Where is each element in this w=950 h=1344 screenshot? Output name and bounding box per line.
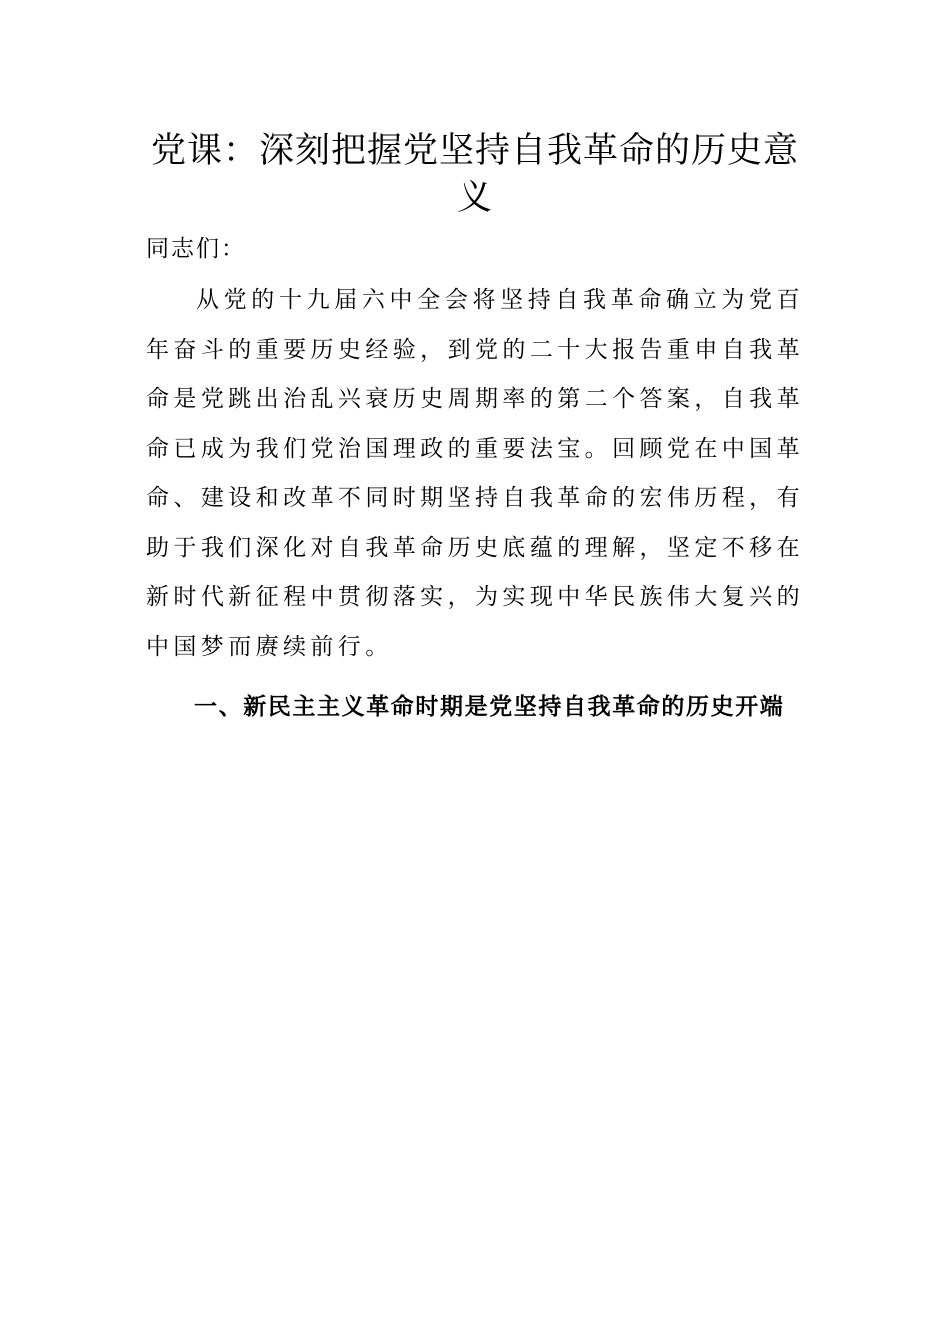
section-heading: 一、新民主主义革命时期是党坚持自我革命的历史开端 (194, 694, 785, 720)
document-title: 党课：深刻把握党坚持自我革命的历史意义 (150, 131, 799, 218)
salutation: 同志们： (146, 236, 246, 262)
document-body (146, 128, 804, 732)
intro-paragraph: 从党的十九届六中全会将坚持自我革命确立为党百年奋斗的重要历史经验，到党的二十大报告重申自我革命是党跳出治乱兴衰历史周期率的第二个答案，自我革命已成为我们党治国理政的重要法宝。回顾党在中国革命、建设和改革不同时期坚持自我革命的宏伟历程，有助于我们深化对自我革命历史底蕴的理解，坚定不移在新时代新征程中贯彻落实，为实现中华民族伟大复兴的中国梦而赓续前行。 (146, 287, 804, 660)
